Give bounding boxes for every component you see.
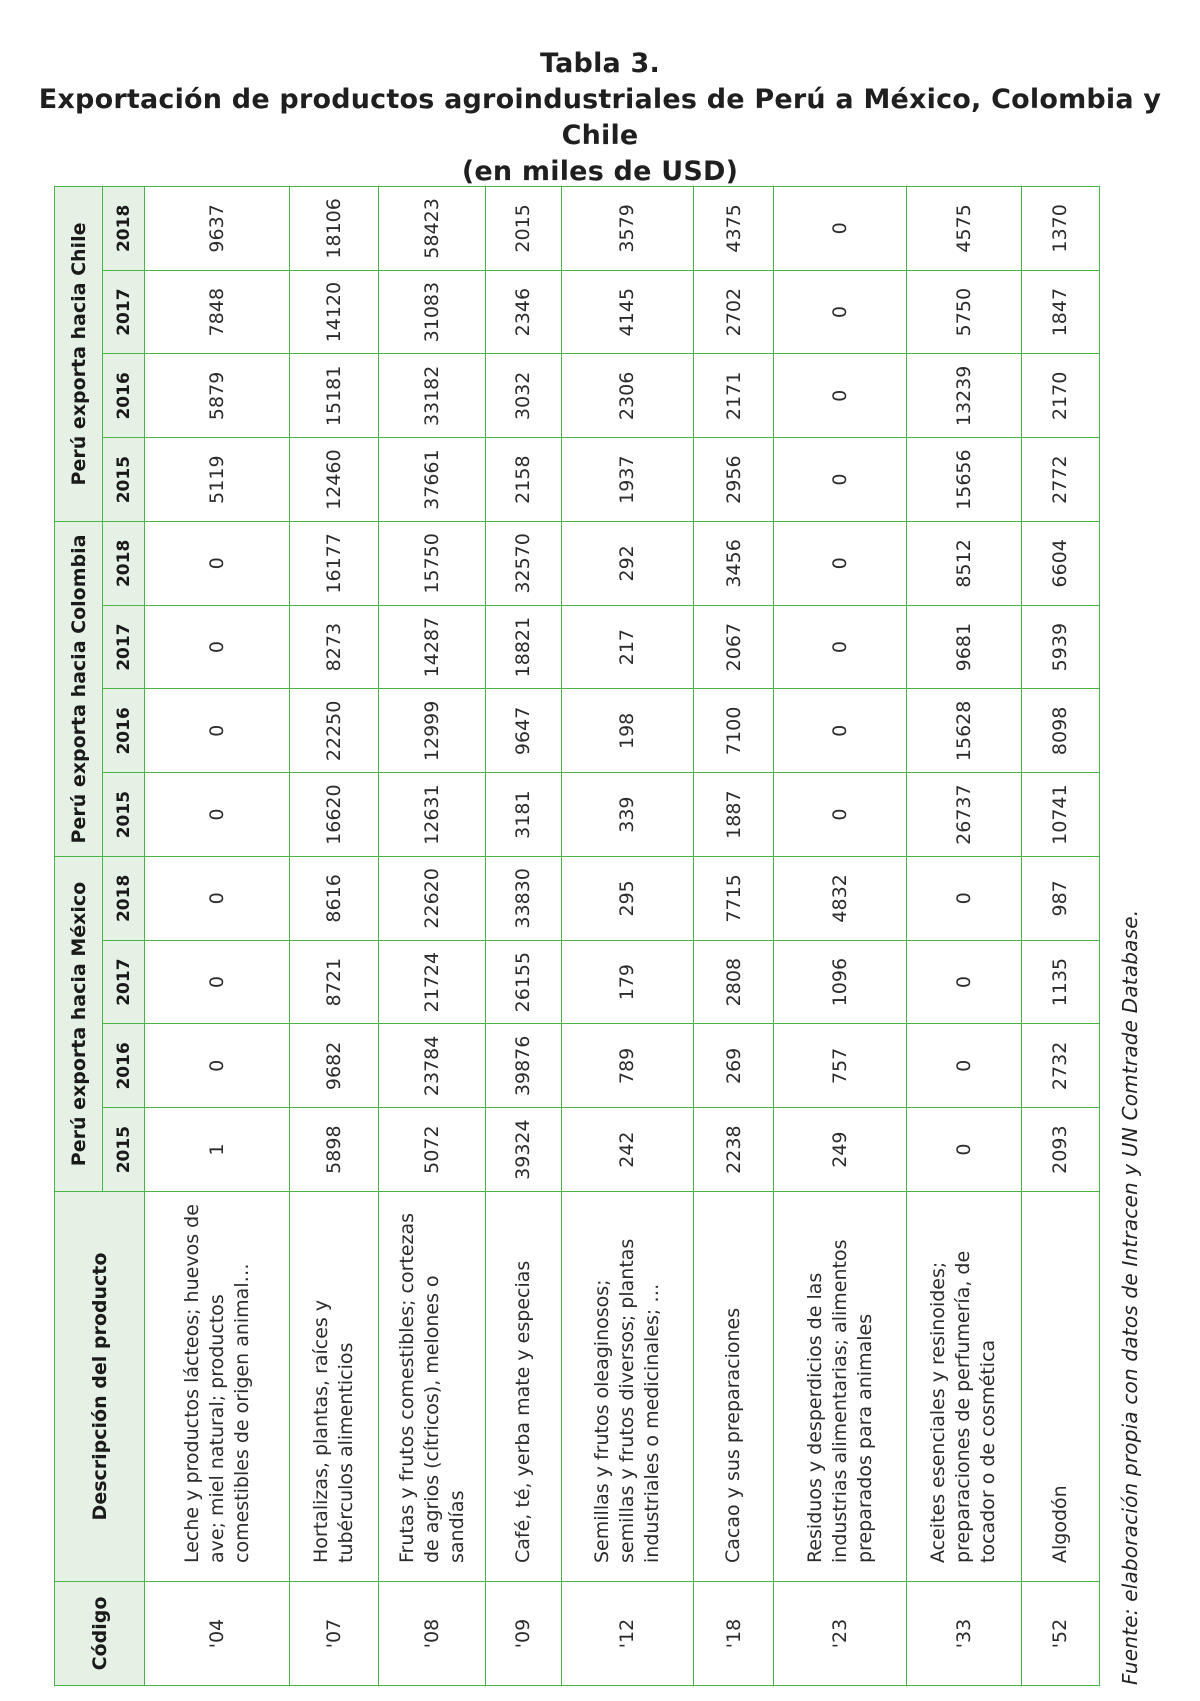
value-cell-chile: 2158 bbox=[485, 438, 561, 522]
value-cell-mexico: 0 bbox=[906, 1108, 1021, 1192]
value-cell-chile: 14120 bbox=[290, 270, 379, 354]
product-code: '18 bbox=[694, 1582, 774, 1686]
value-cell-chile: 33182 bbox=[379, 354, 485, 438]
value-cell-chile: 31083 bbox=[379, 270, 485, 354]
header-code: Código bbox=[55, 1582, 145, 1686]
header-group-chile: Perú exporta hacia Chile bbox=[55, 187, 103, 522]
header-group-colombia: Perú exporta hacia Colombia bbox=[55, 522, 103, 857]
table-units: (en miles de USD) bbox=[461, 156, 739, 187]
header-year: 2015 bbox=[103, 773, 145, 857]
value-cell-mexico: 269 bbox=[694, 1024, 774, 1108]
value-cell-chile: 15181 bbox=[290, 354, 379, 438]
value-cell-colombia: 26737 bbox=[906, 773, 1021, 857]
value-cell-chile: 13239 bbox=[906, 354, 1021, 438]
value-cell-colombia: 1887 bbox=[694, 773, 774, 857]
value-cell-colombia: 8273 bbox=[290, 605, 379, 689]
value-cell-chile: 2702 bbox=[694, 270, 774, 354]
value-cell-colombia: 18821 bbox=[485, 605, 561, 689]
value-cell-mexico: 2808 bbox=[694, 940, 774, 1024]
value-cell-colombia: 3181 bbox=[485, 773, 561, 857]
value-cell-chile: 12460 bbox=[290, 438, 379, 522]
value-cell-mexico: 8721 bbox=[290, 940, 379, 1024]
value-cell-chile: 1937 bbox=[561, 438, 693, 522]
value-cell-colombia: 0 bbox=[145, 605, 290, 689]
value-cell-chile: 2171 bbox=[694, 354, 774, 438]
value-cell-mexico: 1096 bbox=[774, 940, 906, 1024]
value-cell-chile: 1370 bbox=[1021, 187, 1099, 271]
value-cell-colombia: 9681 bbox=[906, 605, 1021, 689]
value-cell-mexico: 249 bbox=[774, 1108, 906, 1192]
product-code: '07 bbox=[290, 1582, 379, 1686]
value-cell-chile: 3579 bbox=[561, 187, 693, 271]
value-cell-colombia: 217 bbox=[561, 605, 693, 689]
value-cell-colombia: 14287 bbox=[379, 605, 485, 689]
value-cell-mexico: 295 bbox=[561, 857, 693, 941]
header-year: 2017 bbox=[103, 605, 145, 689]
value-cell-chile: 5750 bbox=[906, 270, 1021, 354]
value-cell-chile: 3032 bbox=[485, 354, 561, 438]
value-cell-chile: 9637 bbox=[145, 187, 290, 271]
value-cell-colombia: 12631 bbox=[379, 773, 485, 857]
value-cell-colombia: 0 bbox=[774, 689, 906, 773]
value-cell-mexico: 9682 bbox=[290, 1024, 379, 1108]
value-cell-chile: 7848 bbox=[145, 270, 290, 354]
value-cell-chile: 5879 bbox=[145, 354, 290, 438]
value-cell-colombia: 9647 bbox=[485, 689, 561, 773]
product-code: '12 bbox=[561, 1582, 693, 1686]
header-year: 2018 bbox=[103, 857, 145, 941]
value-cell-chile: 0 bbox=[774, 438, 906, 522]
value-cell-mexico: 21724 bbox=[379, 940, 485, 1024]
value-cell-chile: 37661 bbox=[379, 438, 485, 522]
value-cell-colombia: 339 bbox=[561, 773, 693, 857]
value-cell-colombia: 0 bbox=[145, 522, 290, 606]
value-cell-colombia: 0 bbox=[774, 773, 906, 857]
table-number: Tabla 3. bbox=[539, 48, 660, 79]
value-cell-colombia: 32570 bbox=[485, 522, 561, 606]
value-cell-chile: 2346 bbox=[485, 270, 561, 354]
value-cell-mexico: 2238 bbox=[694, 1108, 774, 1192]
value-cell-colombia: 0 bbox=[774, 522, 906, 606]
value-cell-mexico: 789 bbox=[561, 1024, 693, 1108]
value-cell-chile: 4375 bbox=[694, 187, 774, 271]
product-description: Aceites esenciales y resinoides; preparaciones de perfumería, de tocador o de cosmética bbox=[906, 1192, 1021, 1582]
table-row bbox=[290, 187, 379, 1686]
value-cell-colombia: 12999 bbox=[379, 689, 485, 773]
header-year: 2016 bbox=[103, 689, 145, 773]
value-cell-mexico: 0 bbox=[906, 1024, 1021, 1108]
table-row bbox=[485, 187, 561, 1686]
value-cell-chile: 58423 bbox=[379, 187, 485, 271]
header-year: 2017 bbox=[103, 270, 145, 354]
value-cell-colombia: 198 bbox=[561, 689, 693, 773]
value-cell-mexico: 5898 bbox=[290, 1108, 379, 1192]
value-cell-chile: 0 bbox=[774, 270, 906, 354]
value-cell-mexico: 39876 bbox=[485, 1024, 561, 1108]
value-cell-chile: 15656 bbox=[906, 438, 1021, 522]
table-body bbox=[145, 187, 1100, 1686]
table-row bbox=[694, 187, 774, 1686]
value-cell-chile: 18106 bbox=[290, 187, 379, 271]
product-description: Leche y productos lácteos; huevos de ave; miel natural; productos comestibles de origen animal… bbox=[145, 1192, 290, 1582]
product-description: Café, té, yerba mate y especias bbox=[485, 1192, 561, 1582]
value-cell-mexico: 8616 bbox=[290, 857, 379, 941]
value-cell-chile: 2956 bbox=[694, 438, 774, 522]
value-cell-colombia: 6604 bbox=[1021, 522, 1099, 606]
product-code: '23 bbox=[774, 1582, 906, 1686]
table-row bbox=[906, 187, 1021, 1686]
value-cell-colombia: 15750 bbox=[379, 522, 485, 606]
product-description: Frutas y frutos comestibles; cortezas de agrios (cítricos), melones o sandías bbox=[379, 1192, 485, 1582]
value-cell-mexico: 26155 bbox=[485, 940, 561, 1024]
value-cell-mexico: 0 bbox=[145, 857, 290, 941]
header-year: 2016 bbox=[103, 354, 145, 438]
table-title: Exportación de productos agroindustriales de Perú a México, Colombia y Chile bbox=[38, 84, 1162, 151]
value-cell-colombia: 5939 bbox=[1021, 605, 1099, 689]
product-description: Hortalizas, plantas, raíces y tubérculos alimenticios bbox=[290, 1192, 379, 1582]
value-cell-mexico: 757 bbox=[774, 1024, 906, 1108]
value-cell-mexico: 39324 bbox=[485, 1108, 561, 1192]
product-code: '09 bbox=[485, 1582, 561, 1686]
value-cell-mexico: 0 bbox=[145, 1024, 290, 1108]
value-cell-chile: 2015 bbox=[485, 187, 561, 271]
value-cell-colombia: 0 bbox=[145, 689, 290, 773]
header-year: 2018 bbox=[103, 522, 145, 606]
header-year: 2016 bbox=[103, 1024, 145, 1108]
value-cell-mexico: 0 bbox=[906, 940, 1021, 1024]
table-row bbox=[145, 187, 290, 1686]
rotated-table-container bbox=[54, 186, 1100, 1686]
header-year: 2015 bbox=[103, 1108, 145, 1192]
value-cell-mexico: 2093 bbox=[1021, 1108, 1099, 1192]
header-year: 2015 bbox=[103, 438, 145, 522]
value-cell-chile: 2772 bbox=[1021, 438, 1099, 522]
header-description: Descripción del producto bbox=[55, 1192, 145, 1582]
value-cell-chile: 4575 bbox=[906, 187, 1021, 271]
value-cell-chile: 2306 bbox=[561, 354, 693, 438]
value-cell-colombia: 15628 bbox=[906, 689, 1021, 773]
value-cell-mexico: 0 bbox=[906, 857, 1021, 941]
product-code: '52 bbox=[1021, 1582, 1099, 1686]
header-year: 2017 bbox=[103, 940, 145, 1024]
value-cell-chile: 0 bbox=[774, 354, 906, 438]
value-cell-chile: 4145 bbox=[561, 270, 693, 354]
value-cell-colombia: 2067 bbox=[694, 605, 774, 689]
product-code: '08 bbox=[379, 1582, 485, 1686]
value-cell-mexico: 5072 bbox=[379, 1108, 485, 1192]
header-year: 2018 bbox=[103, 187, 145, 271]
value-cell-mexico: 4832 bbox=[774, 857, 906, 941]
value-cell-colombia: 0 bbox=[145, 773, 290, 857]
table-title-block bbox=[0, 46, 1200, 190]
product-description: Semillas y frutos oleaginosos; semillas y frutos diversos; plantas industriales o medicinales; … bbox=[561, 1192, 693, 1582]
value-cell-colombia: 0 bbox=[774, 605, 906, 689]
value-cell-colombia: 7100 bbox=[694, 689, 774, 773]
product-description: Residuos y desperdicios de las industrias alimentarias; alimentos preparados para animales bbox=[774, 1192, 906, 1582]
value-cell-chile: 1847 bbox=[1021, 270, 1099, 354]
value-cell-mexico: 22620 bbox=[379, 857, 485, 941]
table-row bbox=[1021, 187, 1099, 1686]
product-code: '33 bbox=[906, 1582, 1021, 1686]
value-cell-colombia: 10741 bbox=[1021, 773, 1099, 857]
value-cell-colombia: 292 bbox=[561, 522, 693, 606]
value-cell-mexico: 1135 bbox=[1021, 940, 1099, 1024]
value-cell-colombia: 8098 bbox=[1021, 689, 1099, 773]
product-description: Cacao y sus preparaciones bbox=[694, 1192, 774, 1582]
value-cell-mexico: 2732 bbox=[1021, 1024, 1099, 1108]
value-cell-mexico: 242 bbox=[561, 1108, 693, 1192]
value-cell-chile: 5119 bbox=[145, 438, 290, 522]
value-cell-mexico: 33830 bbox=[485, 857, 561, 941]
value-cell-chile: 0 bbox=[774, 187, 906, 271]
value-cell-colombia: 3456 bbox=[694, 522, 774, 606]
product-code: '04 bbox=[145, 1582, 290, 1686]
table-row bbox=[561, 187, 693, 1686]
header-group-mexico: Perú exporta hacia México bbox=[55, 857, 103, 1192]
value-cell-mexico: 23784 bbox=[379, 1024, 485, 1108]
value-cell-colombia: 16177 bbox=[290, 522, 379, 606]
value-cell-mexico: 179 bbox=[561, 940, 693, 1024]
source-note: Fuente: elaboración propia con datos de Intracen y UN Comtrade Database. bbox=[1118, 909, 1142, 1685]
value-cell-mexico: 0 bbox=[145, 940, 290, 1024]
export-table bbox=[54, 186, 1100, 1686]
value-cell-mexico: 7715 bbox=[694, 857, 774, 941]
value-cell-colombia: 16620 bbox=[290, 773, 379, 857]
table-row bbox=[379, 187, 485, 1686]
value-cell-mexico: 1 bbox=[145, 1108, 290, 1192]
value-cell-chile: 2170 bbox=[1021, 354, 1099, 438]
value-cell-mexico: 987 bbox=[1021, 857, 1099, 941]
value-cell-colombia: 8512 bbox=[906, 522, 1021, 606]
value-cell-colombia: 22250 bbox=[290, 689, 379, 773]
table-row bbox=[774, 187, 906, 1686]
product-description: Algodón bbox=[1021, 1192, 1099, 1582]
